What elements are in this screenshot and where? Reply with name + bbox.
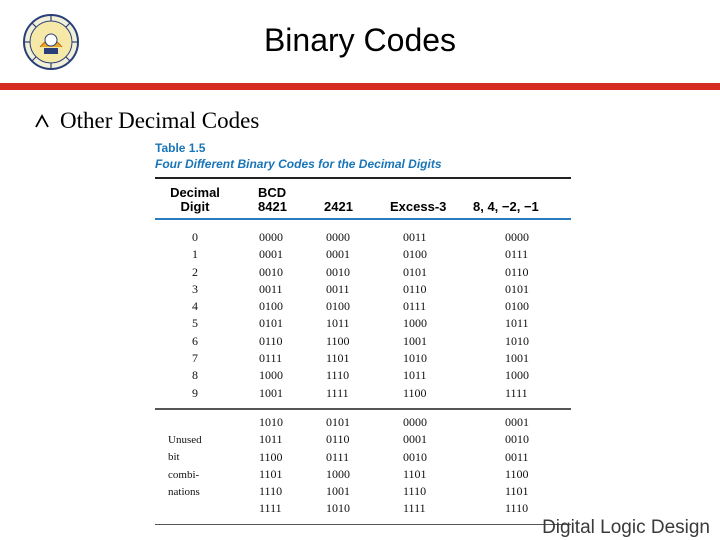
table-cell: 1110 xyxy=(259,484,283,499)
table-cell: 2 xyxy=(192,264,198,279)
table-cell: 0000 xyxy=(326,230,350,244)
table-cell: 0110 xyxy=(326,432,350,447)
header-line: Digit xyxy=(180,199,210,214)
table-cell: 0111 xyxy=(326,449,350,464)
table-cell: 1010 xyxy=(259,415,283,429)
table-cell: 0001 xyxy=(326,247,350,262)
table-cell: 5 xyxy=(192,316,198,331)
table-cell: 0111 xyxy=(505,247,529,262)
table-cell: 0001 xyxy=(259,247,283,262)
table-cell: nations xyxy=(168,485,200,498)
table-cell: 0100 xyxy=(505,299,529,314)
table-cell: bit xyxy=(168,451,180,464)
table-cell: 0111 xyxy=(259,351,283,366)
header-excess-3: Excess-3 xyxy=(390,199,447,214)
table-cell: 0110 xyxy=(403,281,427,296)
table-cell: 0110 xyxy=(505,264,529,279)
header-line: BCD xyxy=(258,185,287,200)
table-cell: combi- xyxy=(168,468,200,481)
title-divider xyxy=(0,83,720,90)
table-cell: 0011 xyxy=(326,281,350,296)
header-line: 8421 xyxy=(258,199,287,214)
table-cell: 1011 xyxy=(259,432,283,447)
table-cell: 1110 xyxy=(403,484,427,499)
column-excess-3 xyxy=(403,229,427,402)
table-cell: 1 xyxy=(192,247,198,262)
table-cell: 0011 xyxy=(259,281,283,296)
table-cell: 1001 xyxy=(259,385,283,400)
table-cell: 1001 xyxy=(403,333,427,348)
table-cell: 1101 xyxy=(403,466,427,481)
column-bcd-unused xyxy=(259,414,283,518)
table-cell: 1000 xyxy=(403,316,427,331)
table-cell: 1110 xyxy=(505,501,529,516)
header-decimal-digit xyxy=(155,186,235,214)
table-cell: 1101 xyxy=(505,484,529,499)
table-cell: 0011 xyxy=(403,230,427,244)
table-cell: 1111 xyxy=(259,501,282,516)
table-cell: 0000 xyxy=(259,230,283,244)
table-cell: 1011 xyxy=(403,368,427,383)
table-cell: 0001 xyxy=(403,432,427,447)
column-84-2-1-unused xyxy=(505,414,529,518)
footer-course-title: Digital Logic Design xyxy=(542,517,710,538)
header-bcd xyxy=(258,186,287,214)
table-cell: 1010 xyxy=(403,351,427,366)
table-cell: 1010 xyxy=(505,333,529,348)
table-cell: 8 xyxy=(192,368,198,383)
table-cell: 1101 xyxy=(259,466,283,481)
table-cell: 1111 xyxy=(326,385,349,400)
table-cell: 0110 xyxy=(259,333,283,348)
table-cell: 0000 xyxy=(505,230,529,244)
header-2421: 2421 xyxy=(324,199,353,214)
table-cell: 0 xyxy=(192,230,198,244)
bullet-item xyxy=(34,108,259,134)
table-cell: 0010 xyxy=(505,432,529,447)
table-cell: 1100 xyxy=(259,449,283,464)
table-cell: 1011 xyxy=(505,316,529,331)
table-caption: Four Different Binary Codes for the Decimal Digits xyxy=(155,157,442,171)
column-2421 xyxy=(326,229,350,402)
table-cell: 0111 xyxy=(403,299,427,314)
column-84-2-1 xyxy=(505,229,529,402)
table-cell: 7 xyxy=(192,351,198,366)
table-cell: 1001 xyxy=(326,484,350,499)
table-cell: 0001 xyxy=(505,415,529,429)
table-cell: 0010 xyxy=(403,449,427,464)
table-cell: Unused xyxy=(168,434,202,446)
table-cell: 6 xyxy=(192,333,198,348)
table-cell: 0101 xyxy=(259,316,283,331)
table-bottom-rule xyxy=(155,524,571,525)
table-cell: 3 xyxy=(192,281,198,296)
table-top-rule xyxy=(155,177,571,179)
table-cell: 0010 xyxy=(326,264,350,279)
table-cell: 1101 xyxy=(326,351,350,366)
table-cell: 0000 xyxy=(403,415,427,429)
table-cell: 1110 xyxy=(326,368,350,383)
table-cell: 1000 xyxy=(326,466,350,481)
table-cell: 1100 xyxy=(403,385,427,400)
column-excess-3-unused xyxy=(403,414,427,518)
table-cell: 1000 xyxy=(505,368,529,383)
bullet-text: Other Decimal Codes xyxy=(60,108,260,133)
table-cell: 0100 xyxy=(259,299,283,314)
header-8-4-neg2-neg1: 8, 4, −2, −1 xyxy=(473,199,539,214)
table-cell: 0101 xyxy=(326,415,350,429)
column-bcd xyxy=(259,229,283,402)
table-cell: 0100 xyxy=(403,247,427,262)
column-decimal-digit xyxy=(185,229,205,402)
table-cell: 1100 xyxy=(326,333,350,348)
table-cell: 1010 xyxy=(326,501,350,516)
slide-title: Binary Codes xyxy=(263,22,457,58)
table-cell: 9 xyxy=(192,385,198,400)
column-2421-unused xyxy=(326,414,350,518)
table-header-rule xyxy=(155,218,571,220)
table-section-rule xyxy=(155,408,571,410)
header-line: Decimal xyxy=(170,185,220,200)
table-cell: 1000 xyxy=(259,368,283,383)
unused-label xyxy=(168,432,202,501)
table-cell: 1100 xyxy=(505,466,529,481)
table-cell: 4 xyxy=(192,299,198,314)
table-cell: 1011 xyxy=(326,316,350,331)
table-cell: 0100 xyxy=(326,299,350,314)
table-cell: 0101 xyxy=(505,281,529,296)
table-cell: 1111 xyxy=(505,385,528,400)
caret-bullet-icon xyxy=(34,113,50,129)
table-cell: 0011 xyxy=(505,449,529,464)
table-cell: 1111 xyxy=(403,501,426,516)
table-label: Table 1.5 xyxy=(155,141,206,155)
table-cell: 0101 xyxy=(403,264,427,279)
table-cell: 0010 xyxy=(259,264,283,279)
table-cell: 1001 xyxy=(505,351,529,366)
